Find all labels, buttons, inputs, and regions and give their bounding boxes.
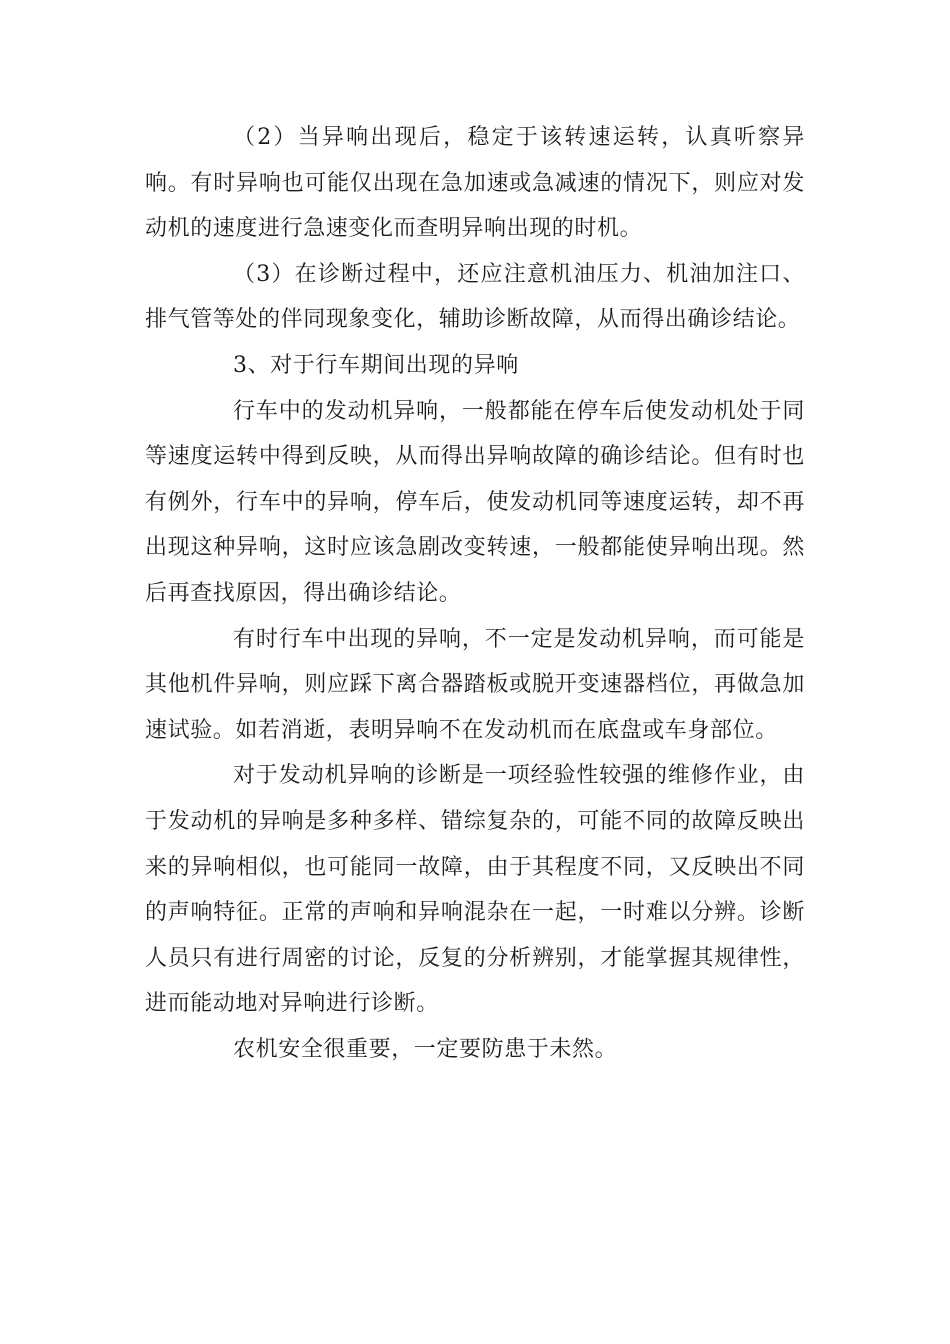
section-heading-3: 3、对于行车期间出现的异响 — [233, 352, 519, 378]
paragraph-safety-note: 农机安全很重要，一定要防患于未然。 — [233, 1036, 618, 1062]
paragraph-diagnosis-summary: 对于发动机异响的诊断是一项经验性较强的维修作业，由于发动机的异响是多种多样、错综复杂的，可能不同的故障反映出来的异响相似，也可能同一故障，由于其程度不同，又反映出不同的声响特征。正常的声响和异响混杂在一起，一时难以分辨。诊断人员只有进行周密的讨论，反复的分析辨别，才能掌握其规律性，进而能动地对异响进行诊断。 — [145, 763, 805, 1017]
paragraph-item-3: （3）在诊断过程中，还应注意机油压力、机油加注口、排气管等处的伴同现象变化，辅助诊断故障，从而得出确诊结论。 — [145, 261, 805, 333]
document-body — [145, 115, 805, 1072]
paragraph-other-parts: 有时行车中出现的异响，不一定是发动机异响，而可能是其他机件异响，则应踩下离合器踏板或脱开变速器档位，再做急加速试验。如若消逝，表明异响不在发动机而在底盘或车身部位。 — [145, 626, 805, 743]
paragraph-driving-noise: 行车中的发动机异响，一般都能在停车后使发动机处于同等速度运转中得到反映，从而得出异响故障的确诊结论。但有时也有例外，行车中的异响，停车后，使发动机同等速度运转，却不再出现这种异响，这时应该急剧改变转速，一般都能使异响出现。然后再查找原因，得出确诊结论。 — [145, 398, 805, 606]
paragraph-item-2: （2）当异响出现后，稳定于该转速运转，认真听察异响。有时异响也可能仅出现在急加速或急减速的情况下，则应对发动机的速度进行急速变化而查明异响出现的时机。 — [145, 125, 805, 242]
